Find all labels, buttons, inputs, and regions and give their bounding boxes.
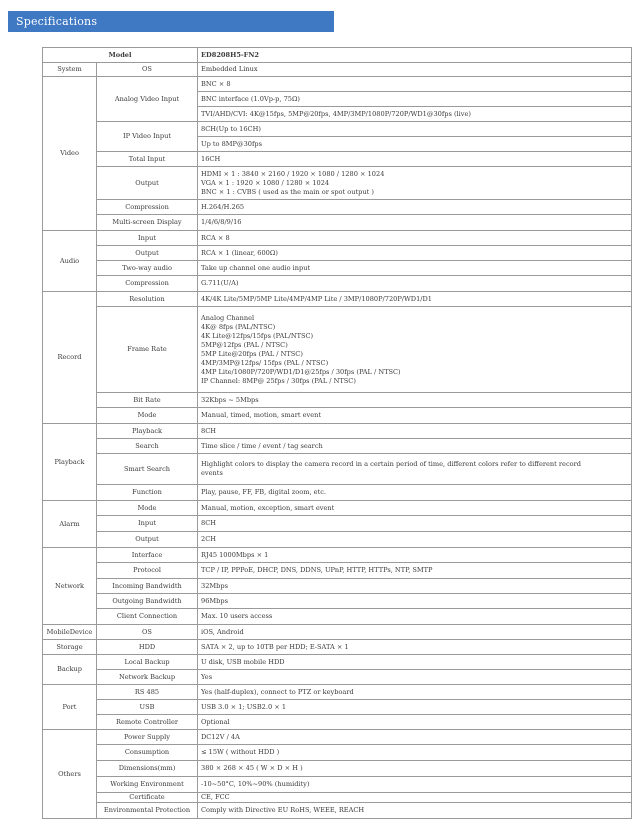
- parameter-cell: Environmental Protection: [97, 803, 198, 819]
- table-row: [43, 77, 632, 92]
- table-row: [43, 231, 632, 246]
- parameter-cell: Client Connection: [97, 609, 198, 625]
- value-line: HDMI × 1 : 3840 × 2160 / 1920 × 1080 / 1280 × 1024: [201, 169, 385, 178]
- table-row: [43, 439, 632, 454]
- value-cell: G.711(U/A): [198, 276, 632, 292]
- table-row: [43, 563, 632, 579]
- table-row: [43, 516, 632, 532]
- table-row: [43, 655, 632, 670]
- category-cell: System: [43, 63, 97, 77]
- table-row: [43, 424, 632, 439]
- parameter-cell: Consumption: [97, 745, 198, 761]
- category-cell: Backup: [43, 655, 97, 685]
- value-line: 5MP@12fps (PAL / NTSC): [201, 340, 288, 349]
- value-cell: 380 × 268 × 45 ( W × D × H ): [198, 761, 632, 777]
- model-value: ED8208H5-FN2: [198, 48, 632, 63]
- value-cell: 4K/4K Lite/5MP/5MP Lite/4MP/4MP Lite / 3MP/1080P/720P/WD1/D1: [198, 292, 632, 307]
- parameter-cell: Multi-screen Display: [97, 215, 198, 231]
- value-cell: TVI/AHD/CVI: 4K@15fps, 5MP@20fps, 4MP/3MP/1080P/720P/WD1@30fps (live): [198, 107, 632, 122]
- value-line: BNC × 1 : CVBS ( used as the main or spot output ): [201, 187, 374, 196]
- parameter-cell: Certificate: [97, 793, 198, 803]
- parameter-cell: Local Backup: [97, 655, 198, 670]
- parameter-cell: Protocol: [97, 563, 198, 579]
- parameter-cell: RS 485: [97, 685, 198, 700]
- parameter-cell: Smart Search: [97, 454, 198, 485]
- value-cell: RCA × 8: [198, 231, 632, 246]
- parameter-cell: Input: [97, 516, 198, 532]
- value-cell: 8CH(Up to 16CH): [198, 122, 632, 137]
- category-cell: Alarm: [43, 501, 97, 548]
- table-row: [43, 700, 632, 715]
- value-line: Highlight colors to display the camera record in a certain period of time, different colors refer to different record: [201, 460, 581, 468]
- table-row: [43, 167, 632, 200]
- table-row: [43, 548, 632, 563]
- value-line: 5MP Lite@20fps (PAL / NTSC): [201, 349, 303, 358]
- value-cell: 32Kbps ~ 5Mbps: [198, 393, 632, 408]
- parameter-cell: Working Environment: [97, 777, 198, 793]
- parameter-cell: Mode: [97, 408, 198, 424]
- table-row: [43, 454, 632, 485]
- category-cell: Port: [43, 685, 97, 730]
- table-row: [43, 200, 632, 215]
- value-cell: CE, FCC: [198, 793, 632, 803]
- table-row: [43, 532, 632, 548]
- value-cell: [198, 307, 632, 393]
- table-row: [43, 625, 632, 640]
- table-row: [43, 292, 632, 307]
- value-cell: U disk, USB mobile HDD: [198, 655, 632, 670]
- table-header-row: [43, 48, 632, 63]
- value-cell: BNC interface (1.0Vp-p, 75Ω): [198, 92, 632, 107]
- parameter-cell: Function: [97, 485, 198, 501]
- value-cell: Optional: [198, 715, 632, 730]
- table-row: [43, 715, 632, 730]
- value-cell: [198, 454, 632, 485]
- parameter-cell: HDD: [97, 640, 198, 655]
- parameter-cell: Incoming Bandwidth: [97, 579, 198, 594]
- parameter-cell: Outgoing Bandwidth: [97, 594, 198, 609]
- parameter-cell: Output: [97, 246, 198, 261]
- section-header: [8, 11, 334, 32]
- table-row: [43, 307, 632, 393]
- table-row: [43, 579, 632, 594]
- parameter-cell: Output: [97, 532, 198, 548]
- value-line: 4K Lite@12fps/15fps (PAL/NTSC): [201, 331, 314, 340]
- value-cell: RJ45 1000Mbps × 1: [198, 548, 632, 563]
- value-cell: RCA × 1 (linear, 600Ω): [198, 246, 632, 261]
- value-cell: 8CH: [198, 516, 632, 532]
- specifications-table: [42, 47, 632, 819]
- table-row: [43, 670, 632, 685]
- value-cell: ≤ 15W ( without HDD ): [198, 745, 632, 761]
- value-cell: Take up channel one audio input: [198, 261, 632, 276]
- table-row: [43, 640, 632, 655]
- value-cell: Manual, motion, exception, smart event: [198, 501, 632, 516]
- parameter-cell: Interface: [97, 548, 198, 563]
- table-row: [43, 685, 632, 700]
- value-cell: -10~50°C, 10%~90% (humidity): [198, 777, 632, 793]
- category-cell: MobileDevice: [43, 625, 97, 640]
- parameter-cell: Playback: [97, 424, 198, 439]
- value-cell: Yes: [198, 670, 632, 685]
- parameter-cell: OS: [97, 625, 198, 640]
- parameter-cell: OS: [97, 63, 198, 77]
- table-row: [43, 485, 632, 501]
- value-cell: Comply with Directive EU RoHS, WEEE, REACH: [198, 803, 632, 819]
- value-cell: 32Mbps: [198, 579, 632, 594]
- table-row: [43, 730, 632, 745]
- value-line: IP Channel: 8MP@ 25fps / 30fps (PAL / NTSC): [201, 376, 356, 385]
- value-cell: Max. 10 users access: [198, 609, 632, 625]
- parameter-cell: Remote Controller: [97, 715, 198, 730]
- table-row: [43, 63, 632, 77]
- parameter-cell: Mode: [97, 501, 198, 516]
- table-row: [43, 261, 632, 276]
- category-cell: Video: [43, 77, 97, 231]
- table-row: [43, 122, 632, 137]
- table-row: [43, 393, 632, 408]
- value-cell: [198, 167, 632, 200]
- parameter-cell: Input: [97, 231, 198, 246]
- category-cell: Record: [43, 292, 97, 424]
- value-cell: H.264/H.265: [198, 200, 632, 215]
- value-cell: Embedded Linux: [198, 63, 632, 77]
- parameter-cell: Output: [97, 167, 198, 200]
- table-row: [43, 609, 632, 625]
- value-cell: DC12V / 4A: [198, 730, 632, 745]
- table-row: [43, 215, 632, 231]
- category-cell: Audio: [43, 231, 97, 292]
- table-row: [43, 594, 632, 609]
- table-row: [43, 761, 632, 777]
- value-line: 4MP/3MP@12fps/ 15fps (PAL / NTSC): [201, 358, 329, 367]
- value-cell: 1/4/6/8/9/16: [198, 215, 632, 231]
- table-row: [43, 793, 632, 803]
- table-row: [43, 408, 632, 424]
- value-cell: Yes (half-duplex), connect to PTZ or keyboard: [198, 685, 632, 700]
- parameter-cell: Analog Video Input: [97, 77, 198, 122]
- value-cell: TCP / IP, PPPoE, DHCP, DNS, DDNS, UPnP, HTTP, HTTPs, NTP, SMTP: [198, 563, 632, 579]
- category-cell: Playback: [43, 424, 97, 501]
- parameter-cell: Search: [97, 439, 198, 454]
- parameter-cell: Network Backup: [97, 670, 198, 685]
- table-row: [43, 152, 632, 167]
- table-row: [43, 803, 632, 819]
- parameter-cell: Two-way audio: [97, 261, 198, 276]
- value-cell: 96Mbps: [198, 594, 632, 609]
- table-row: [43, 501, 632, 516]
- model-label: Model: [43, 48, 198, 63]
- section-title: Specifications: [16, 15, 98, 28]
- category-cell: Others: [43, 730, 97, 819]
- value-cell: USB 3.0 × 1; USB2.0 × 1: [198, 700, 632, 715]
- parameter-cell: Dimensions(mm): [97, 761, 198, 777]
- value-cell: iOS, Android: [198, 625, 632, 640]
- table-row: [43, 246, 632, 261]
- value-line: Analog Channel: [201, 313, 255, 322]
- table-row: [43, 276, 632, 292]
- parameter-cell: Compression: [97, 200, 198, 215]
- value-line: VGA × 1 : 1920 × 1080 / 1280 × 1024: [201, 178, 330, 187]
- value-cell: BNC × 8: [198, 77, 632, 92]
- parameter-cell: Resolution: [97, 292, 198, 307]
- value-line: 4K@ 8fps (PAL/NTSC): [201, 322, 276, 331]
- value-cell: 2CH: [198, 532, 632, 548]
- value-line: events: [201, 469, 223, 477]
- value-cell: 16CH: [198, 152, 632, 167]
- value-cell: Up to 8MP@30fps: [198, 137, 632, 152]
- category-cell: Network: [43, 548, 97, 625]
- parameter-cell: Total Input: [97, 152, 198, 167]
- value-cell: Manual, timed, motion, smart event: [198, 408, 632, 424]
- parameter-cell: Power Supply: [97, 730, 198, 745]
- value-cell: SATA × 2, up to 10TB per HDD; E-SATA × 1: [198, 640, 632, 655]
- table-row: [43, 745, 632, 761]
- parameter-cell: Compression: [97, 276, 198, 292]
- parameter-cell: Frame Rate: [97, 307, 198, 393]
- value-cell: Play, pause, FF, FB, digital zoom, etc.: [198, 485, 632, 501]
- category-cell: Storage: [43, 640, 97, 655]
- value-cell: 8CH: [198, 424, 632, 439]
- parameter-cell: IP Video Input: [97, 122, 198, 152]
- value-line: 4MP Lite/1080P/720P/WD1/D1@25fps / 30fps (PAL / NTSC): [201, 367, 401, 376]
- parameter-cell: Bit Rate: [97, 393, 198, 408]
- value-cell: Time slice / time / event / tag search: [198, 439, 632, 454]
- table-row: [43, 777, 632, 793]
- parameter-cell: USB: [97, 700, 198, 715]
